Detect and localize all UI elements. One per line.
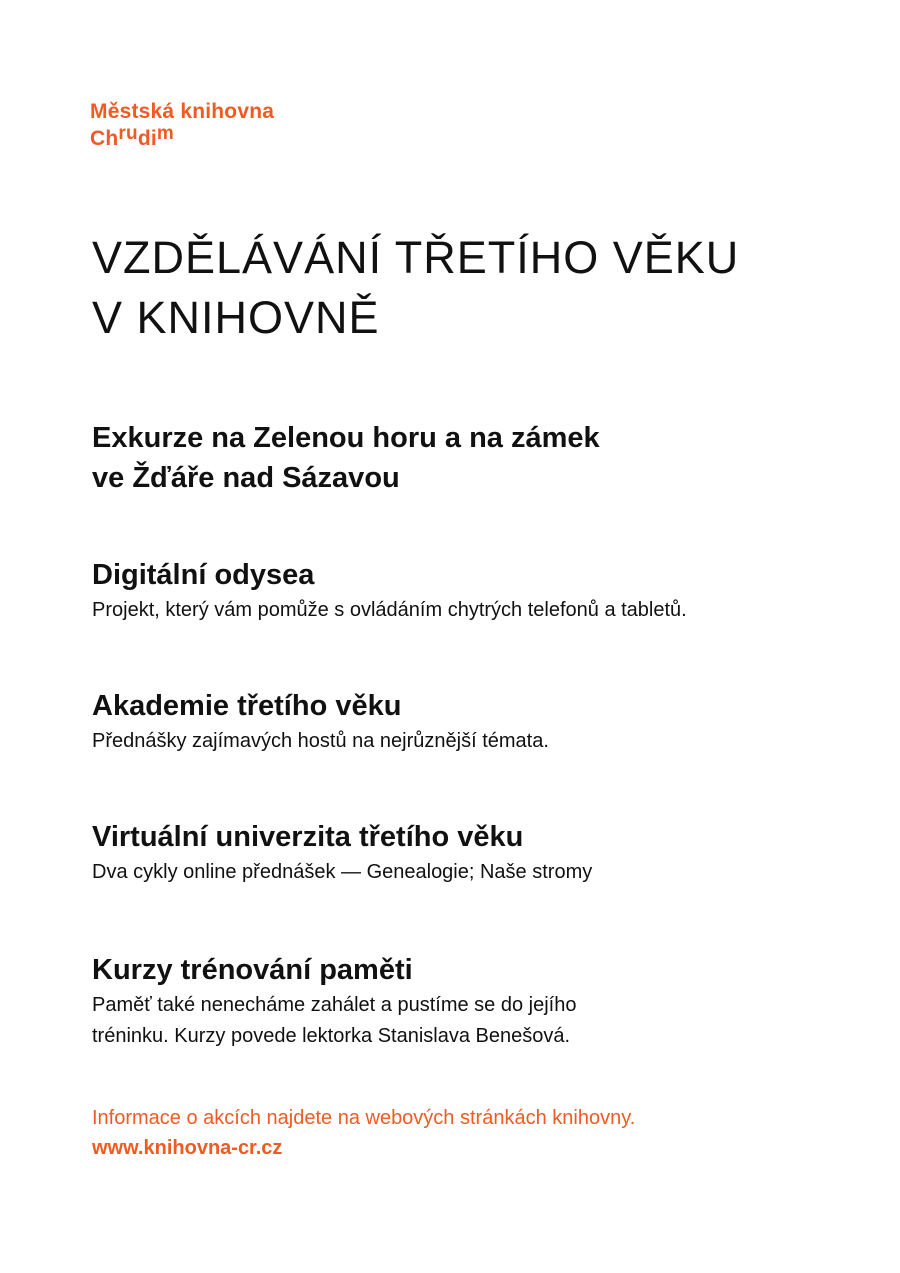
section-virtualni-univerzita <box>92 817 592 888</box>
section-text <box>92 595 687 626</box>
section-text <box>92 857 592 888</box>
footer-info <box>92 1103 635 1163</box>
page-title-line-2: V KNIHOVNĚ <box>92 292 380 343</box>
section-heading <box>92 555 687 595</box>
section-heading <box>92 817 592 857</box>
section-text <box>92 990 576 1052</box>
section-heading <box>92 418 600 498</box>
section-heading-line: Kurzy trénování paměti <box>92 954 413 986</box>
section-exkurze <box>92 418 600 498</box>
section-text-line: Přednášky zajímavých hostů na nejrůznější témata. <box>92 730 549 752</box>
section-heading-line: Digitální odysea <box>92 559 315 591</box>
website-link[interactable]: www.knihovna-cr.cz <box>92 1137 283 1159</box>
logo-line-2: Chrudim <box>90 123 174 150</box>
section-heading-line: Virtuální univerzita třetího věku <box>92 821 524 853</box>
section-heading <box>92 686 549 726</box>
section-text-line: Projekt, který vám pomůže s ovládáním chytrých telefonů a tabletů. <box>92 599 687 621</box>
section-digitalni-odysea <box>92 555 687 626</box>
logo-line-1: Městská knihovna <box>90 100 275 123</box>
section-text-line: tréninku. Kurzy povede lektorka Stanislava Benešová. <box>92 1025 571 1047</box>
section-kurzy-pameti <box>92 950 576 1052</box>
section-text-line: Paměť také nenecháme zahálet a pustíme se do jejího <box>92 994 577 1016</box>
section-akademie <box>92 686 549 757</box>
section-heading-line: Exkurze na Zelenou horu a na zámek <box>92 422 600 454</box>
footer-info-text: Informace o akcích najdete na webových stránkách knihovny. <box>92 1107 636 1129</box>
page-title <box>92 228 739 348</box>
page-title-line-1: VZDĚLÁVÁNÍ TŘETÍHO VĚKU <box>92 232 740 283</box>
section-text-line: Dva cykly online přednášek — Genealogie; Naše stromy <box>92 861 593 883</box>
section-heading <box>92 950 576 990</box>
section-heading-line: ve Žďáře nad Sázavou <box>92 462 400 494</box>
section-text <box>92 726 549 757</box>
library-logo <box>90 98 274 153</box>
section-heading-line: Akademie třetího věku <box>92 690 402 722</box>
